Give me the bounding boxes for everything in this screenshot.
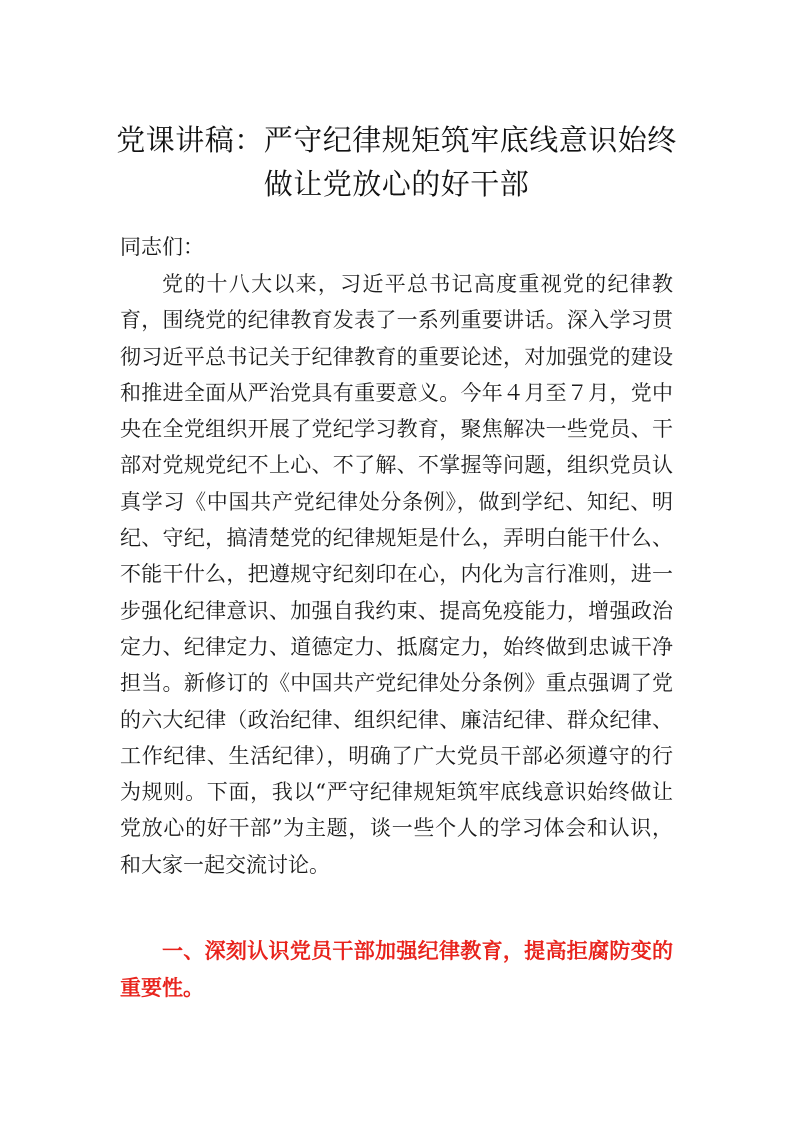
salutation: 同志们： — [120, 235, 204, 259]
body-paragraph: 党的十八大以来，习近平总书记高度重视党的纪律教育，围绕党的纪律教育发表了一系列重要讲话。深入学习贯彻习近平总书记关于纪律教育的重要论述，对加强党的建设和推进全面从严治党具有重要意义。今年４月至７月，党中央在全党组织开展了党纪学习教育，聚焦解决一些党员、干部对党规党纪不上心、不了解、不掌握等问题，组织党员认真学习《中国共产党纪律处分条例》，做到学纪、知纪、明纪、守纪，搞清楚党的纪律规矩是什么，弄明白能干什么、不能干什么，把遵规守纪刻印在心，内化为言行准则，进一步强化纪律意识、加强自我约束、提高免疫能力，增强政治定力、纪律定力、道德定力、抵腐定力，始终做到忠诚干净担当。新修订的《中国共产党纪律处分条例》重点强调了党的六大纪律（政治纪律、组织纪律、廉洁纪律、群众纪律、工作纪律、生活纪律），明确了广大党员干部必须遵守的行为规则。下面，我以“严守纪律规矩筑牢底线意识始终做让党放心的好干部”为主题，谈一些个人的学习体会和认识，和大家一起交流讨论。 — [120, 272, 673, 877]
document-title: 党课讲稿：严守纪律规矩筑牢底线意识始终做让党放心的好干部 — [116, 123, 677, 201]
section-heading: 一、深刻认识党员干部加强纪律教育，提高拒腐防变的重要性。 — [120, 939, 673, 1000]
